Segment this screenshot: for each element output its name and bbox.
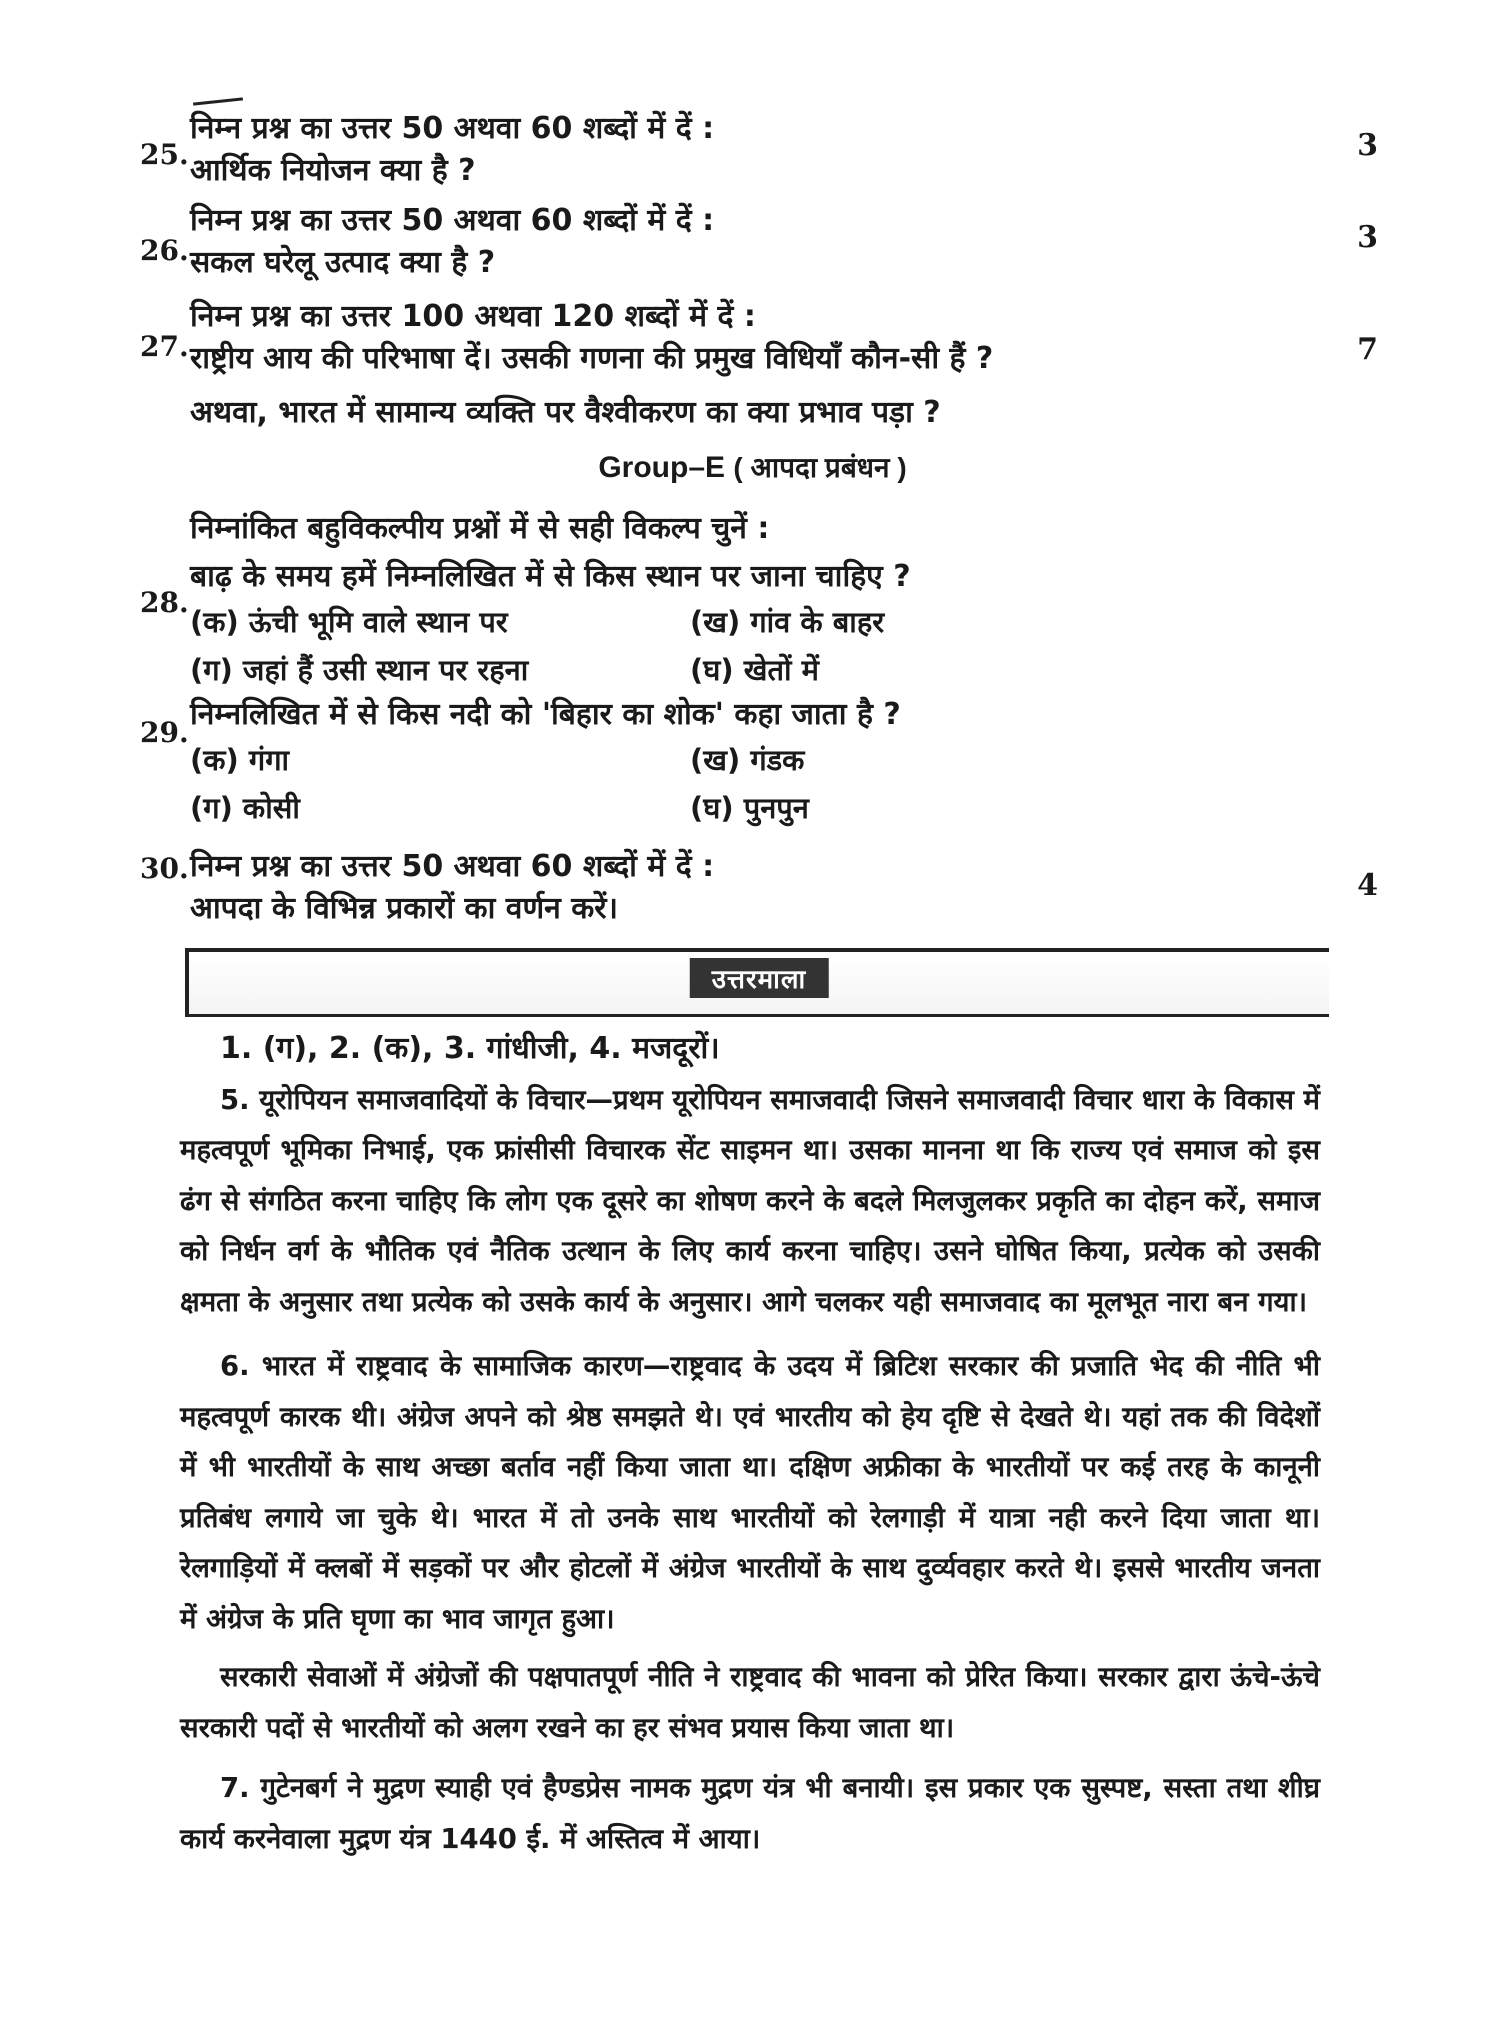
answer-short: 1. (ग), 2. (क), 3. गांधीजी, 4. मजदूरों। <box>220 1031 720 1066</box>
answer-6-continued: सरकारी सेवाओं में अंग्रेजों की पक्षपातपूर्ण नीति ने राष्ट्रवाद की भावना को प्रेरित किया। सरकार द्वारा ऊंचे-ऊंचे सरकारी पदों से भारतीयों को अलग रखने का हर संभव प्रयास किया जाता था। <box>180 1661 1320 1744</box>
marks: 4 <box>1357 868 1378 903</box>
answers-header: उत्तरमाला <box>690 958 829 998</box>
marks: 7 <box>1357 332 1378 367</box>
question-27 <box>140 296 1378 434</box>
option-a: (क) गंगा <box>190 743 290 777</box>
question-line: बाढ़ के समय हमें निम्नलिखित में से किस स्थान पर जाना चाहिए ? <box>190 559 911 594</box>
question-number: 29. <box>140 716 189 749</box>
group-instruction: निम्नांकित बहुविकल्पीय प्रश्नों में से सही विकल्प चुनें : <box>190 511 770 546</box>
question-number: 26. <box>140 234 189 267</box>
group-heading <box>0 448 1505 486</box>
answers-section <box>180 1024 1320 1864</box>
question-line: राष्ट्रीय आय की परिभाषा दें। उसकी गणना की प्रमुख विधियाँ कौन-सी हैं ? <box>190 341 994 376</box>
group-instruction-block <box>190 508 1360 550</box>
scan-mark <box>193 97 243 105</box>
question-line: निम्नलिखित में से किस नदी को 'बिहार का शोक' कहा जाता है ? <box>190 697 901 732</box>
option-a: (क) ऊंची भूमि वाले स्थान पर <box>190 605 508 639</box>
group-title: Group–E <box>598 451 726 484</box>
option-d: (घ) पुनपुन <box>690 791 809 825</box>
marks: 3 <box>1357 128 1378 163</box>
group-subtitle: ( आपदा प्रबंधन ) <box>733 452 907 483</box>
question-number: 25. <box>140 138 189 171</box>
option-b: (ख) गंडक <box>690 743 805 777</box>
question-number: 28. <box>140 586 189 619</box>
question-28 <box>140 556 1360 694</box>
options <box>190 736 1360 832</box>
option-c: (ग) कोसी <box>190 791 300 825</box>
question-number: 27. <box>140 330 189 363</box>
question-line: निम्न प्रश्न का उत्तर 50 अथवा 60 शब्दों में दें : <box>190 111 715 146</box>
answer-7: 7. गुटेनबर्ग ने मुद्रण स्याही एवं हैण्डप्रेस नामक मुद्रण यंत्र भी बनायी। इस प्रकार एक सुस्पष्ट, सस्ता तथा शीघ्र कार्य करनेवाला मुद्रण यंत्र 1440 ई. में अस्तित्व में आया। <box>180 1772 1320 1855</box>
option-c: (ग) जहां हैं उसी स्थान पर रहना <box>190 653 529 687</box>
answers-header-box <box>185 948 1329 1017</box>
answer-5: 5. यूरोपियन समाजवादियों के विचार—प्रथम यूरोपियन समाजवादी जिसने समाजवादी विचार धारा के विकास में महत्वपूर्ण भूमिका निभाई, एक फ्रांसीसी विचारक सेंट साइमन था। उसका मानना था कि राज्य एवं समाज को इस ढंग से संगठित करना चाहिए कि लोग एक दूसरे का शोषण करने के बदले मिलजुलकर प्रकृति का दोहन करें, समाज को निर्धन वर्ग के भौतिक एवं नैतिक उत्थान के लिए कार्य करना चाहिए। उसने घोषित किया, प्रत्येक को उसकी क्षमता के अनुसार तथा प्रत्येक को उसके कार्य के अनुसार। आगे चलकर यही समाजवाद का मूलभूत नारा बन गया। <box>180 1083 1320 1318</box>
answer-6: 6. भारत में राष्ट्रवाद के सामाजिक कारण—राष्ट्रवाद के उदय में ब्रिटिश सरकार की प्रजाति भेद की नीति भी महत्वपूर्ण कारक थी। अंग्रेज अपने को श्रेष्ठ समझते थे। एवं भारतीय को हेय दृष्टि से देखते थे। यहां तक की विदेशों में भी भारतीयों के साथ अच्छा बर्ताव नहीं किया जाता था। दक्षिण अफ्रीका के भारतीयों पर कई तरह के कानूनी प्रतिबंध लगाये जा चुके थे। भारत में तो उनके साथ भारतीयों को रेलगाड़ी में यात्रा नही करने दिया जाता था। रेलगाड़ियों में क्लबों में सड़कों पर और होटलों में अंग्रेज भारतीयों के साथ दुर्व्यवहार करते थे। इससे भारतीय जनता में अंग्रेज के प्रति घृणा का भाव जागृत हुआ। <box>180 1350 1320 1635</box>
option-d: (घ) खेतों में <box>690 653 819 687</box>
question-number: 30. <box>140 852 189 885</box>
question-25 <box>140 108 1378 192</box>
question-line: आर्थिक नियोजन क्या है ? <box>190 153 476 188</box>
question-29 <box>140 694 1360 832</box>
option-b: (ख) गांव के बाहर <box>690 605 885 639</box>
question-line: निम्न प्रश्न का उत्तर 50 अथवा 60 शब्दों में दें : <box>190 203 715 238</box>
question-line: निम्न प्रश्न का उत्तर 100 अथवा 120 शब्दों में दें : <box>190 299 756 334</box>
options <box>190 598 1360 694</box>
marks: 3 <box>1357 220 1378 255</box>
question-line: आपदा के विभिन्न प्रकारों का वर्णन करें। <box>190 891 618 926</box>
question-line: निम्न प्रश्न का उत्तर 50 अथवा 60 शब्दों में दें : <box>190 849 715 884</box>
question-26 <box>140 200 1378 284</box>
question-line: सकल घरेलू उत्पाद क्या है ? <box>190 245 496 280</box>
question-30 <box>140 846 1378 930</box>
question-line: अथवा, भारत में सामान्य व्यक्ति पर वैश्वीकरण का क्या प्रभाव पड़ा ? <box>190 395 941 430</box>
